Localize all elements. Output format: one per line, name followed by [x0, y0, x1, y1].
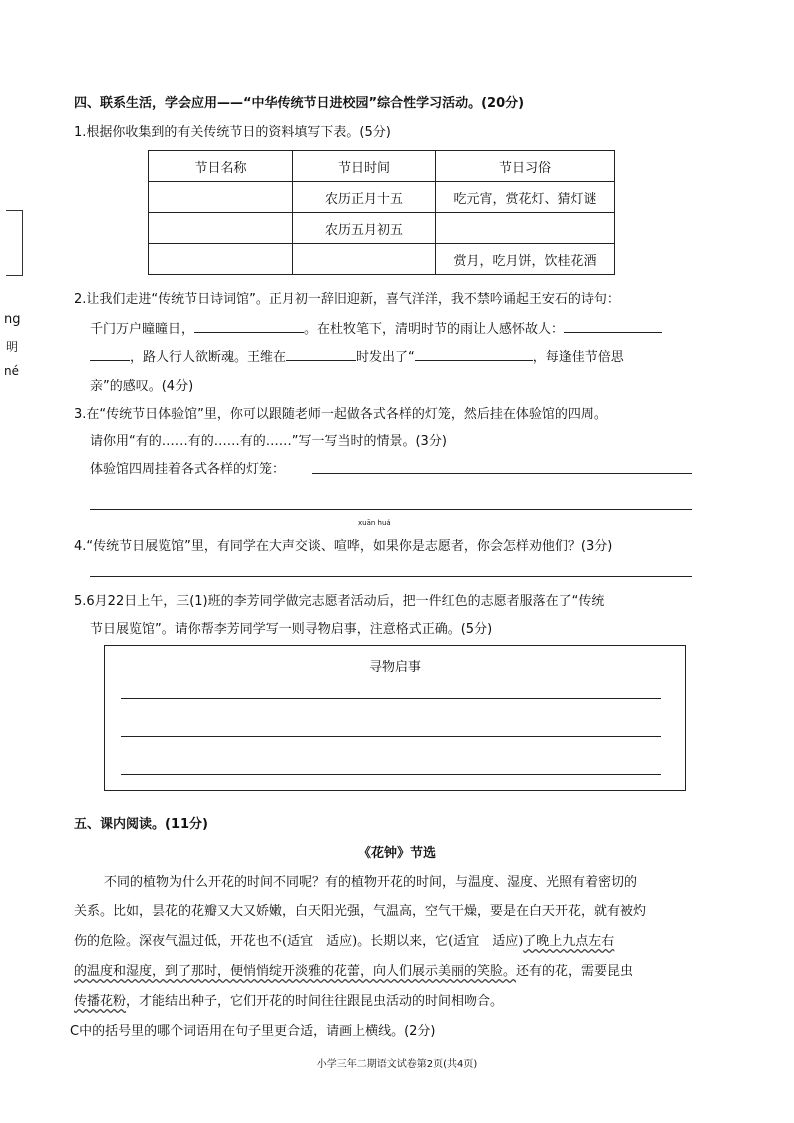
answer-line[interactable]	[121, 698, 661, 699]
q5-line1: 5.6月22日上午，三(1)班的李芳同学做完志愿者活动后，把一件红色的志愿者服落在了“传统	[74, 594, 605, 609]
underlined-text: 了晚上九点左右	[523, 934, 615, 949]
lost-notice-box	[104, 645, 686, 791]
q2-line2	[90, 318, 662, 337]
table-header: 节日名称	[149, 151, 293, 182]
q2-line4: 亲”的感叹。(4分)	[90, 379, 194, 394]
answer-line[interactable]	[90, 509, 692, 510]
section5-heading: 五、课内阅读。(11分)	[74, 817, 208, 832]
answer-line[interactable]	[90, 576, 692, 577]
passage-line	[74, 930, 614, 949]
table-cell-blank[interactable]	[436, 213, 615, 244]
q3-line1: 3.在“传统节日体验馆”里，你可以跟随老师一起做各式各样的灯笼，然后挂在体验馆的四周。	[74, 407, 607, 422]
table-cell-blank[interactable]	[293, 244, 436, 275]
passage-line	[74, 960, 633, 979]
q2-text: ，每逢佳节倍思	[532, 350, 624, 365]
q2-text: 。在杜牧笔下，清明时节的雨让人感怀故人：	[304, 322, 565, 337]
page-edge-mark	[6, 210, 23, 276]
section4-heading: 四、联系生活，学会应用——“中华传统节日进校园”综合性学习活动。(20分)	[74, 96, 525, 111]
passage-line: 关系。比如，昙花的花瓣又大又娇嫩，白天阳光强，气温高，空气干燥，要是在白天开花，就有被灼	[74, 904, 647, 919]
table-cell-blank[interactable]	[149, 244, 293, 275]
q2-line3	[90, 346, 624, 365]
q2-line1: 2.让我们走进“传统节日诗词馆”。正月初一辞旧迎新，喜气洋洋，我不禁吟诵起王安石的诗句：	[74, 292, 620, 307]
page-footer: 小学三年二期语文试卷第2页(共4页)	[316, 1059, 478, 1070]
table-row	[149, 244, 615, 275]
answer-line[interactable]	[312, 473, 692, 474]
answer-blank[interactable]	[90, 346, 130, 361]
answer-line[interactable]	[121, 774, 661, 775]
passage-line	[74, 990, 503, 1009]
festival-table	[148, 150, 615, 275]
q5-line2: 节日展览馆”。请你帮李芳同学写一则寻物启事，注意格式正确。(5分)	[90, 622, 493, 637]
q2-text: ，路人行人欲断魂。王维在	[130, 350, 287, 365]
table-header-row	[149, 151, 615, 182]
table-cell: 吃元宵，赏花灯、猜灯谜	[436, 182, 615, 213]
margin-fragment: 明	[6, 340, 19, 354]
margin-fragment: ng	[4, 312, 21, 327]
underlined-text: 的温度和湿度，到了那时，便悄悄绽开淡雅的花蕾，向人们展示美丽的笑脸。	[74, 964, 517, 979]
answer-line[interactable]	[121, 736, 661, 737]
q2-text: 时发出了“	[356, 350, 415, 365]
q3-line2: 请你用“有的……有的……有的……”写一写当时的情景。(3分)	[90, 434, 447, 449]
passage-text: ，才能结出种子，它们开花的时间往往跟昆虫活动的时间相吻合。	[126, 994, 504, 1009]
margin-fragment: né	[4, 364, 19, 378]
answer-blank[interactable]	[286, 346, 356, 361]
answer-blank[interactable]	[415, 346, 533, 361]
q1-prompt: 1.根据你收集到的有关传统节日的资料填写下表。(5分)	[74, 125, 391, 140]
answer-blank[interactable]	[194, 318, 304, 333]
passage-title: 《花钟》节选	[357, 846, 436, 861]
passage-line: 不同的植物为什么开花的时间不同呢？有的植物开花的时间，与温度、湿度、光照有着密切的	[104, 875, 638, 890]
table-row	[149, 182, 615, 213]
table-header: 节日时间	[293, 151, 436, 182]
q3-line3: 体验馆四周挂着各式各样的灯笼：	[90, 462, 286, 477]
lost-notice-title: 寻物启事	[368, 660, 421, 675]
table-cell: 农历正月十五	[293, 182, 436, 213]
q2-text: 千门万户曈曈日，	[90, 322, 195, 337]
pinyin-annotation: xuān huá	[358, 519, 391, 527]
q-section5: C中的括号里的哪个词语用在句子里更合适，请画上横线。(2分)	[70, 1024, 436, 1039]
table-cell: 赏月，吃月饼，饮桂花酒	[436, 244, 615, 275]
table-cell-blank[interactable]	[149, 182, 293, 213]
table-cell-blank[interactable]	[149, 213, 293, 244]
underlined-text: 传播花粉	[74, 994, 127, 1009]
passage-text: 伤的危险。深夜气温过低，开花也不(适宜 适应)。长期以来，它(适宜 适应)	[74, 934, 524, 949]
table-row	[149, 213, 615, 244]
table-cell: 农历五月初五	[293, 213, 436, 244]
q4-prompt: 4.“传统节日展览馆”里，有同学在大声交谈、喧哗，如果你是志愿者，你会怎样劝他们？(3分)	[74, 539, 613, 554]
passage-text: 还有的花，需要昆虫	[516, 964, 634, 979]
table-header: 节日习俗	[436, 151, 615, 182]
answer-blank[interactable]	[564, 318, 662, 333]
